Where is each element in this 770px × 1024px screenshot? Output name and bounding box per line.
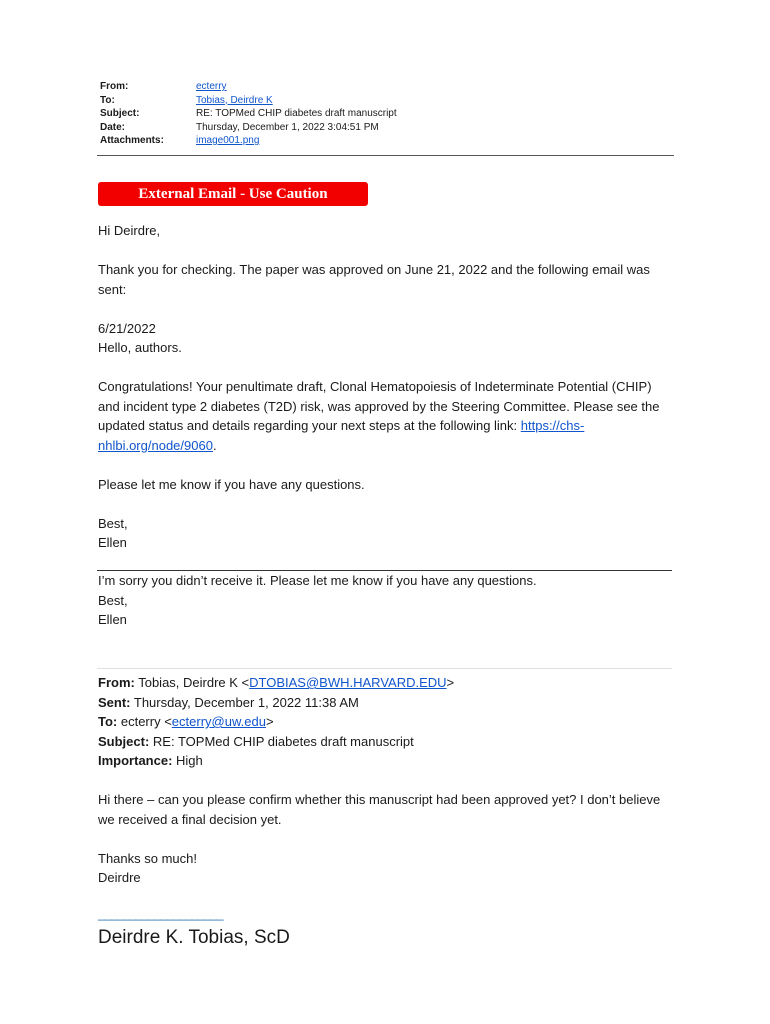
original-from-email[interactable]: DTOBIAS@BWH.HARVARD.EDU xyxy=(249,675,447,690)
reply-addendum xyxy=(98,571,672,630)
original-from-close: > xyxy=(446,675,455,690)
header-from-row xyxy=(100,80,674,94)
signature-line: ____________________ xyxy=(98,906,223,921)
original-message xyxy=(98,673,672,888)
header-divider xyxy=(97,155,674,156)
closing-2: Best, xyxy=(98,592,128,608)
closing-name-2: Ellen xyxy=(98,612,127,627)
header-attachments-row xyxy=(100,134,674,148)
quoted-hello: Hello, authors. xyxy=(98,340,182,355)
original-importance-label: Importance: xyxy=(98,753,173,768)
email-header xyxy=(100,80,674,148)
congratulations-end: . xyxy=(212,437,217,453)
closing-name: Ellen xyxy=(98,535,127,550)
original-to-name: ecterry < xyxy=(117,714,172,729)
congratulations-text: Congratulations! Your penultimate draft, Clonal Hematopoiesis of Indeterminate Potential (CHIP) and incident type 2 diabetes (T2D) risk, was approved by the Steering Committee. Please see the updated status and details regarding your next steps at the following link: xyxy=(98,379,660,433)
header-date-label: Date: xyxy=(100,121,126,133)
original-subject-label: Subject: xyxy=(98,733,150,749)
original-sent-label: Sent: xyxy=(98,694,131,710)
header-to-value[interactable]: Tobias, Deirdre K xyxy=(196,94,273,106)
original-from-name: Tobias, Deirdre K < xyxy=(134,675,250,690)
original-thanks: Thanks so much! xyxy=(98,850,197,866)
original-to-label: To: xyxy=(98,714,118,729)
original-subject xyxy=(98,732,672,752)
header-from-value[interactable]: ecterry xyxy=(196,81,227,92)
sorry-line: I’m sorry you didn’t receive it. Please let me know if you have any questions. xyxy=(98,573,537,588)
header-to-label: To: xyxy=(100,94,115,106)
original-signoff: Deirdre xyxy=(98,870,141,885)
header-date-row xyxy=(100,121,674,135)
reply-paragraph: Thank you for checking. The paper was approved on June 21, 2022 and the following email was sent: xyxy=(98,262,650,297)
quoted-date: 6/21/2022 xyxy=(98,320,156,336)
signature-name: Deirdre K. Tobias, ScD xyxy=(98,927,290,948)
reply-body xyxy=(98,221,672,553)
original-sent-value: Thursday, December 1, 2022 11:38 AM xyxy=(130,694,359,710)
attachment-link[interactable]: image001.png xyxy=(196,135,260,146)
header-subject-value: RE: TOPMed CHIP diabetes draft manuscript xyxy=(196,108,397,119)
header-subject-label: Subject: xyxy=(100,108,140,119)
original-importance-value: High xyxy=(172,753,203,768)
original-from-label: From: xyxy=(98,675,135,690)
original-to xyxy=(98,712,672,732)
header-to-row xyxy=(100,94,674,108)
original-message-text: Hi there – can you please confirm whether this manuscript had been approved yet? I don’t believe we received a final decision yet. xyxy=(98,792,661,827)
original-from xyxy=(98,673,672,693)
original-divider xyxy=(97,668,672,669)
original-sent xyxy=(98,693,672,713)
header-attachments-label: Attachments: xyxy=(100,135,164,146)
steering-link[interactable]: https://chs-nhlbi.org/node/9060 xyxy=(98,418,585,453)
greeting: Hi Deirdre, xyxy=(98,223,161,238)
questions-line: Please let me know if you have any questions. xyxy=(98,476,365,492)
closing: Best, xyxy=(98,515,128,531)
congratulations-paragraph xyxy=(98,377,672,455)
header-from-label: From: xyxy=(100,81,129,92)
original-to-close: > xyxy=(265,714,274,729)
header-subject-row xyxy=(100,107,674,121)
original-importance xyxy=(98,751,672,771)
external-email-banner: External Email - Use Caution xyxy=(98,182,368,206)
original-to-email[interactable]: ecterry@uw.edu xyxy=(171,714,266,729)
original-subject-value: RE: TOPMed CHIP diabetes draft manuscript xyxy=(149,733,414,749)
header-date-value: Thursday, December 1, 2022 3:04:51 PM xyxy=(196,121,379,133)
